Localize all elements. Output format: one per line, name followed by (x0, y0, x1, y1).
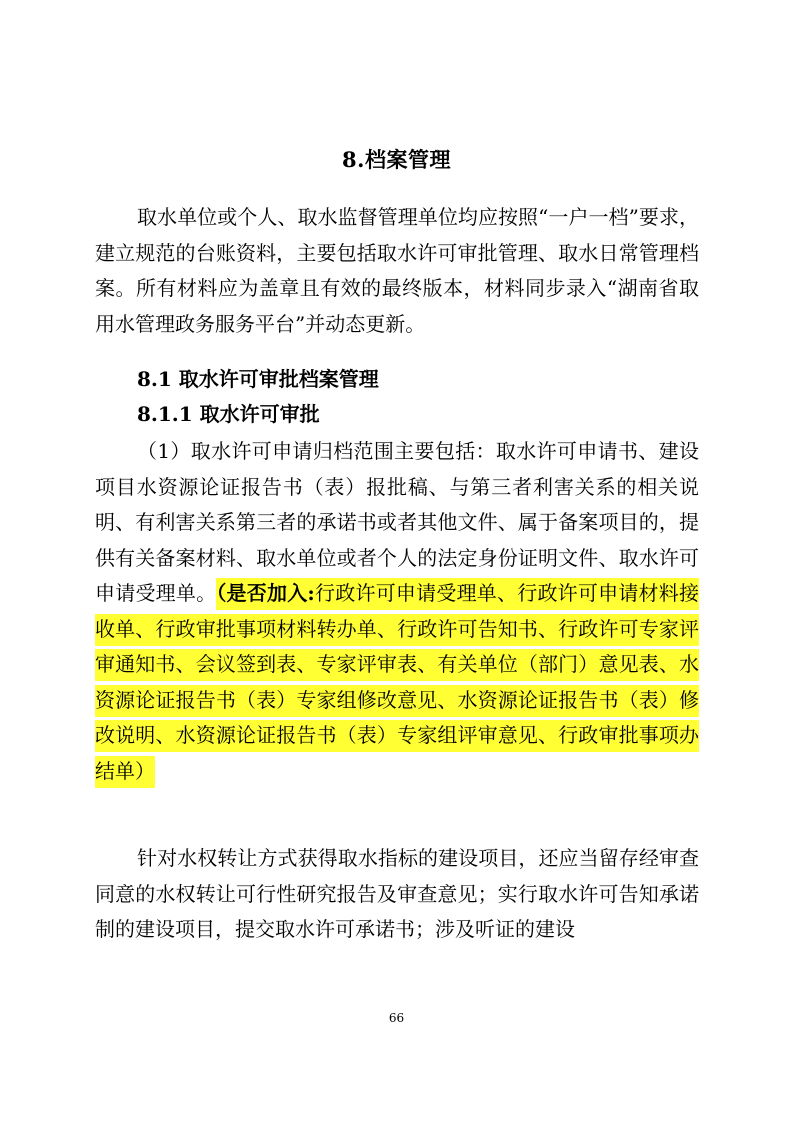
highlight-body-text: 行政许可申请受理单、行政许可申请材料接收单、行政审批事项材料转办单、行政许可告知书、行政许可专家评审通知书、会议签到表、专家评审表、有关单位（部门）意见表、水资源论证报告书（表）专家组修改意见、水资源论证报告书（表）修改说明、水资源论证报告书（表）专家组评审意见、行政审批事项办结单） (95, 581, 699, 783)
highlight-lead-text: （是否加入: (216, 581, 315, 605)
page-number: 66 (388, 1011, 405, 1025)
heading-8-1-1: 8.1.1 取水许可审批 (137, 402, 320, 426)
section-title: 8.档案管理 (342, 147, 451, 172)
application-scope-text: （1）取水许可申请归档范围主要包括：取水许可申请书、建设项目水资源论证报告书（表）报批稿、与第三者利害关系的相关说明、有利害关系第三者的承诺书或者其他文件、属于备案项目的，提供有关备案材料、取水单位或者个人的法定身份证明文件、取水许可申请受理单。 (95, 439, 699, 605)
heading-8-1: 8.1 取水许可审批档案管理 (137, 367, 379, 391)
paragraph-archive-requirements: 取水单位或个人、取水监督管理单位均应按照“一户一档”要求，建立规范的台账资料，主要包括取水许可审批管理、取水日常管理档案。所有材料应为盖章且有效的最终版本，材料同步录入“湖南省取用水管理政务服务平台”并动态更新。 (95, 205, 699, 336)
paragraph-application-scope (95, 434, 699, 789)
highlighted-proposal (95, 578, 699, 788)
paragraph-water-rights-transfer: 针对水权转让方式获得取水指标的建设项目，还应当留存经审查同意的水权转让可行性研究报告及审查意见；实行取水许可告知承诺制的建设项目，提交取水许可承诺书；涉及听证的建设 (95, 846, 699, 941)
